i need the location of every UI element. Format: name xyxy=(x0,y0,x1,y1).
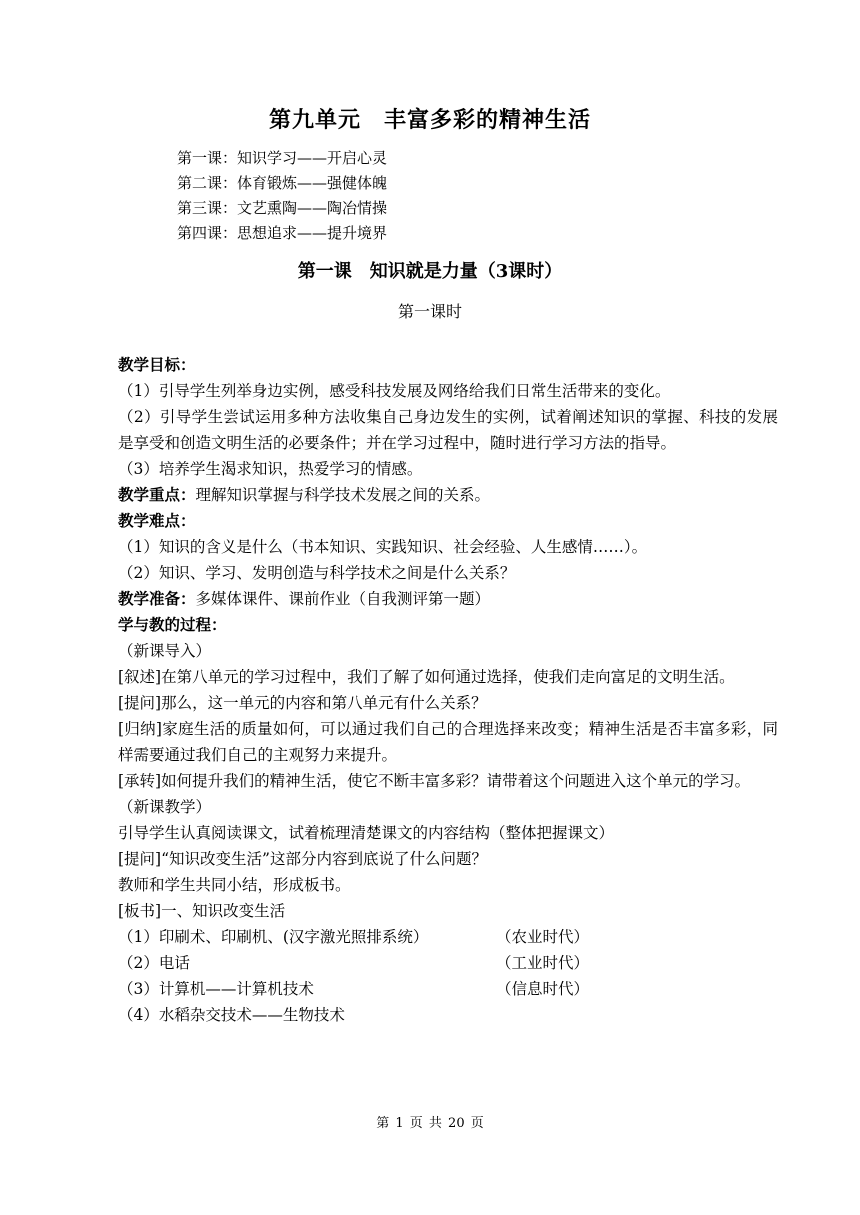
lesson-list-item: 第四课：思想追求——提升境界 xyxy=(177,224,388,242)
board-item xyxy=(118,976,778,1002)
objective-item: （1）引导学生列举身边实例，感受科技发展及网络给我们日常生活带来的变化。 xyxy=(118,382,671,400)
process-line: [板书]一、知识改变生活 xyxy=(118,902,286,920)
difficulty-heading: 教学难点： xyxy=(118,511,196,530)
document-body xyxy=(118,352,778,1028)
key-point-label: 教学重点： xyxy=(118,485,196,504)
board-item-text: （1）印刷术、印刷机、(汉字激光照排系统） xyxy=(118,928,429,946)
difficulty-item: （2）知识、学习、发明创造与科学技术之间是什么关系？ xyxy=(118,564,516,582)
lesson-list-item: 第三课：文艺熏陶——陶冶情操 xyxy=(177,199,388,217)
preparation-text: 多媒体课件、课前作业（自我测评第一题） xyxy=(195,590,491,608)
process-line: （新课导入） xyxy=(118,642,212,660)
board-item xyxy=(118,950,778,976)
process-line: 教师和学生共同小结，形成板书。 xyxy=(118,876,351,894)
objectives-heading: 教学目标： xyxy=(118,355,196,374)
period-title: 第一课时 xyxy=(397,302,462,321)
board-item xyxy=(118,1002,778,1028)
board-item-text: （4）水稻杂交技术——生物技术 xyxy=(118,1006,345,1024)
process-line: [叙述]在第八单元的学习过程中，我们了解了如何通过选择，使我们走向富足的文明生活。 xyxy=(118,668,735,686)
board-item-text: （2）电话 xyxy=(118,954,190,972)
board-item-era: （信息时代） xyxy=(496,980,590,998)
preparation-label: 教学准备： xyxy=(118,589,196,608)
process-line: （新课教学） xyxy=(118,798,212,816)
preparation xyxy=(118,586,778,612)
process-line: [提问]那么，这一单元的内容和第八单元有什么关系？ xyxy=(118,694,487,712)
lesson-list-item: 第二课：体育锻炼——强健体魄 xyxy=(177,174,388,192)
unit-title: 第九单元 丰富多彩的精神生活 xyxy=(268,107,591,133)
lesson-title: 第一课 知识就是力量（3课时） xyxy=(297,261,563,282)
process-line: [归纳]家庭生活的质量如何，可以通过我们自己的合理选择来改变；精神生活是否丰富多彩，同样需要通过我们自己的主观努力来提升。 xyxy=(118,720,778,764)
objective-item: （3）培养学生渴求知识，热爱学习的情感。 xyxy=(118,460,423,478)
difficulty-item: （1）知识的含义是什么（书本知识、实践知识、社会经验、人生感情……）。 xyxy=(118,538,648,556)
board-item-era: （农业时代） xyxy=(496,928,590,946)
lesson-list-item: 第一课：知识学习——开启心灵 xyxy=(177,149,388,167)
process-line: 引导学生认真阅读课文，试着梳理清楚课文的内容结构（整体把握课文） xyxy=(118,824,615,842)
key-point xyxy=(118,482,778,508)
process-heading: 学与教的过程： xyxy=(118,615,227,634)
board-item xyxy=(118,924,778,950)
lesson-list xyxy=(177,146,387,246)
key-point-text: 理解知识掌握与科学技术发展之间的关系。 xyxy=(195,486,491,504)
process-line: [提问]“知识改变生活”这部分内容到底说了什么问题？ xyxy=(118,850,487,868)
objective-item: （2）引导学生尝试运用多种方法收集自己身边发生的实例，试着阐述知识的掌握、科技的发展是享受和创造文明生活的必要条件；并在学习过程中，随时进行学习方法的指导。 xyxy=(118,408,778,452)
process-line: [承转]如何提升我们的精神生活，使它不断丰富多彩？请带着这个问题进入这个单元的学习。 xyxy=(118,772,751,790)
board-item-text: （3）计算机——计算机技术 xyxy=(118,980,314,998)
board-item-era: （工业时代） xyxy=(496,954,590,972)
page-footer: 第 1 页 共 20 页 xyxy=(376,1116,484,1131)
